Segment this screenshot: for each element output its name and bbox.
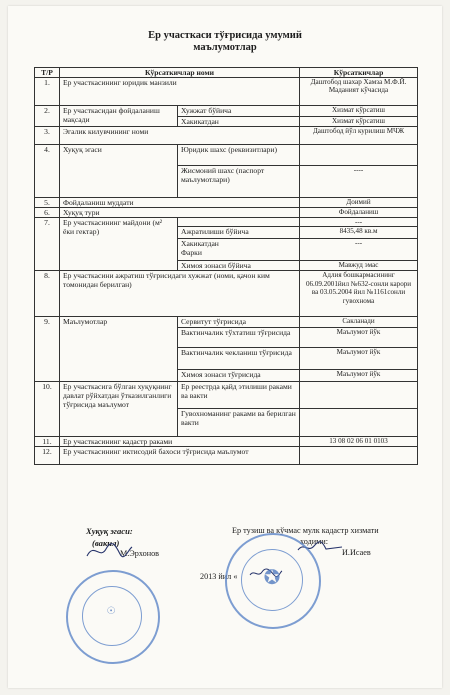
right-holder-name: М.Эрхонов xyxy=(120,549,160,558)
row-value: --- xyxy=(300,218,418,227)
row-label: Ер участкасининг иктисодий бахоси тўғрисида маълумот xyxy=(60,447,300,465)
cadastral-number: 13 08 02 06 01 0103 xyxy=(300,437,418,447)
row-sublabel: Жисмоний шахс (паспорт маълумотлари) xyxy=(178,166,300,198)
table-row: 11. Ер участкасининг кадастр раками 13 08 02 06 01 0103 xyxy=(35,437,418,447)
row-value: Маълумот йўк xyxy=(300,370,418,382)
row-sublabel: Ажратилиши бўйича xyxy=(178,227,300,239)
row-label: Ер участкасининг кадастр раками xyxy=(60,437,300,447)
table-row: 4. Хуқуқ эгаси Юридик шахс (реквизитлари) xyxy=(35,145,418,166)
header-number: Т/Р xyxy=(35,68,60,78)
row-value: Мавжуд эмас xyxy=(300,261,418,271)
document-title-line2: маълумотлар xyxy=(193,42,257,53)
date-line: 2013 йил « xyxy=(200,572,238,581)
header-indicator-value: Кўрсаткичлар xyxy=(300,68,418,78)
table-row: 12. Ер участкасининг иктисодий бахоси тўғрисида маълумот xyxy=(35,447,418,465)
row-label: Ер участкасига бўлган хуқуқнинг давлат рўйхатдан ўтказилганлиги тўғрисида маълумот xyxy=(60,382,178,437)
table-row: 1. Ер участкасининг юридик манзили Даштобод шахар Хамза М.Ф.Й. Маданият кўчасида xyxy=(35,78,418,106)
document-title-line1: Ер участкаси тўғрисида умумий xyxy=(148,30,302,41)
row-value: Сакланади xyxy=(300,317,418,328)
row-value: Даштобод шахар Хамза М.Ф.Й. Маданият кўчасида xyxy=(300,78,418,106)
left-round-seal-icon: ☉ xyxy=(66,570,160,664)
table-row: 9. Маълумотлар Сервитут тўғрисида Сакланади xyxy=(35,317,418,328)
row-value: Даштобод йўл курилиш МЧЖ xyxy=(300,127,418,145)
cadastre-officer-name: И.Исаев xyxy=(342,548,371,557)
row-label: Ер участкасининг юридик манзили xyxy=(60,78,300,106)
table-row: 7. Ер участкасининг майдони (м² ёки гектар) --- xyxy=(35,218,418,227)
cadastre-officer-sub: ходими: xyxy=(300,537,329,546)
row-value: Доимий xyxy=(300,198,418,208)
row-sublabel: Хужжат бўйича xyxy=(178,106,300,117)
row-sublabel: Химоя зонаси тўғрисида xyxy=(178,370,300,382)
row-sublabel: Хакикатдан xyxy=(181,239,219,249)
row-label: Маълумотлар xyxy=(60,317,178,382)
table-row: 10. Ер участкасига бўлган хуқуқнинг давлат рўйхатдан ўтказилганлиги тўғрисида маълумот Ер реестрда қайд этилиши раками ва вакти xyxy=(35,382,418,409)
right-holder-sub: (вакил) xyxy=(92,538,120,548)
row-value: Адлия бошкармасининг 06.09.2001йил №632-сонли карори ва 03.05.2004 йил №1161сонли гувохнома xyxy=(300,271,418,317)
row-label: Ер участкасидан фойдаланиш мақсади xyxy=(60,106,178,127)
row-label: Ер участкасининг майдони (м² ёки гектар) xyxy=(60,218,178,271)
row-sublabel: Сервитут тўғрисида xyxy=(178,317,300,328)
table-row: 3. Эгалик килувчининг номи Даштобод йўл курилиш МЧЖ xyxy=(35,127,418,145)
holder-signature-icon xyxy=(84,540,134,562)
row-sublabel: Гувохноманинг раками ва берилган вакти xyxy=(178,409,300,437)
table-row: 6. Хуқуқ тури Фойдаланиш xyxy=(35,208,418,218)
row-value: Хизмат кўрсатиш xyxy=(300,117,418,127)
row-sublabel: Юридик шахс (реквизитлари) xyxy=(178,145,300,166)
row-label: Хуқуқ эгаси xyxy=(60,145,178,198)
row-value: Хизмат кўрсатиш xyxy=(300,106,418,117)
row-label: Хуқуқ тури xyxy=(60,208,300,218)
header-indicator-name: Кўрсаткичлар номи xyxy=(60,68,300,78)
right-round-seal-icon: ✪ xyxy=(225,533,321,629)
row-value: Фойдаланиш xyxy=(300,208,418,218)
table-row: 8. Ер участкасини ажратиш тўғрисидаги хужжат (номи, қачон ким томонидан берилган) Адлия бошкармасининг 06.09.2001йил №632-сонли карори ва 03.05.2004 йил №1161сонли гувохнома xyxy=(35,271,418,317)
row-value: Маълумот йўк xyxy=(300,328,418,348)
row-value: ---- xyxy=(300,166,418,198)
row-sublabel: Фарки xyxy=(181,248,202,258)
table-row: 2. Ер участкасидан фойдаланиш мақсади Хужжат бўйича Хизмат кўрсатиш xyxy=(35,106,418,117)
row-sublabel: Ер реестрда қайд этилиши раками ва вакти xyxy=(178,382,300,409)
row-sublabel: Химоя зонаси бўйича xyxy=(178,261,300,271)
row-sublabel: Хакикатдан xyxy=(178,117,300,127)
row-sublabel: Вактинчалик чекланиш тўғрисида xyxy=(178,348,300,370)
row-value: --- xyxy=(300,239,418,261)
row-label: Ер участкасини ажратиш тўғрисидаги хужжат (номи, қачон ким томонидан берилган) xyxy=(60,271,300,317)
right-holder-title: Хуқуқ эгаси: xyxy=(86,526,133,536)
cadastre-officer-title: Ер тузиш ва кўчмас мулк кадастр хизмати xyxy=(232,526,379,535)
table-row: 5. Фойдаланиш муддати Доимий xyxy=(35,198,418,208)
table-header-row xyxy=(35,68,418,78)
row-label: Эгалик килувчининг номи xyxy=(60,127,300,145)
row-value: 8435,48 кв.м xyxy=(300,227,418,239)
row-label: Фойдаланиш муддати xyxy=(60,198,300,208)
land-info-table xyxy=(34,67,418,465)
row-value: Маълумот йўк xyxy=(300,348,418,370)
row-sublabel: Вактинчалик тўхтатиш тўғрисида xyxy=(178,328,300,348)
